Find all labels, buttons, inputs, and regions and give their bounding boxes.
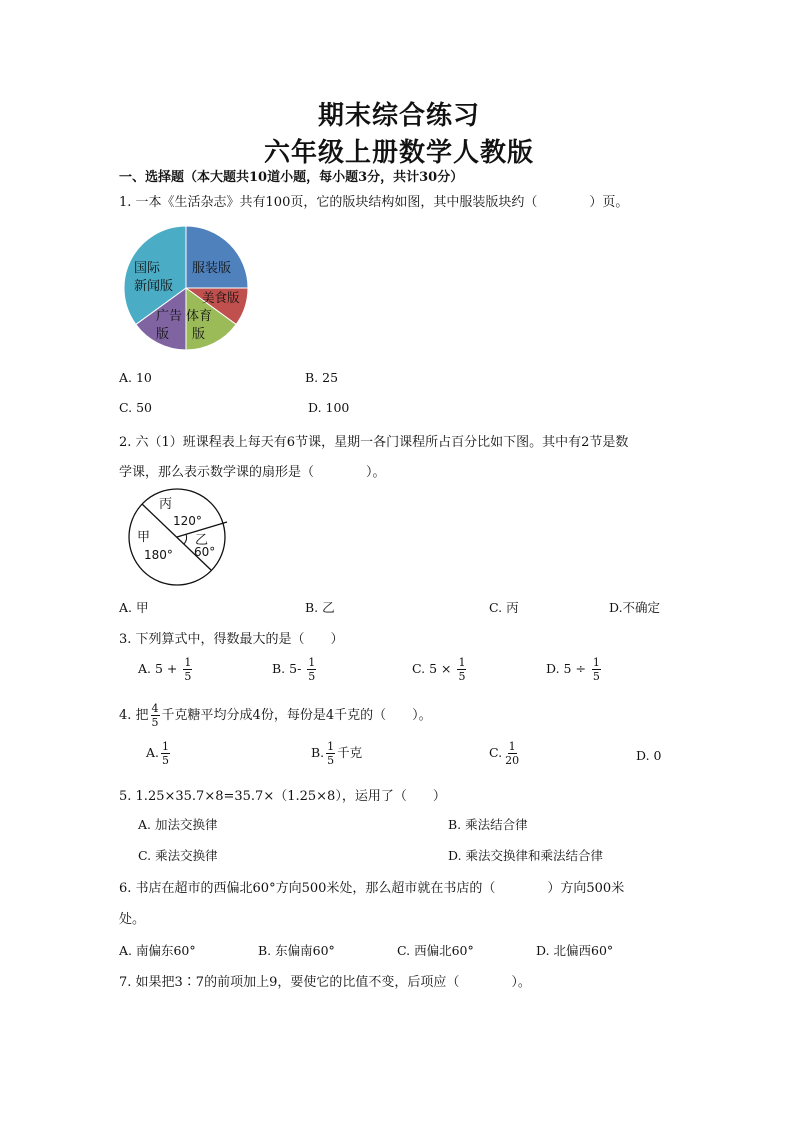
q3-option-a-fraction: $\frac{1}{5}$: [184, 656, 192, 683]
question-1-stem: 1. 一本《生活杂志》共有100页，它的版块结构如图，其中服装版块约（ ）页。: [119, 195, 629, 210]
sector-angle-yi: 60°: [194, 545, 216, 559]
q4-option-a-fraction: $\frac{1}{5}$: [162, 740, 170, 767]
q3-option-c-fraction: $\frac{1}{5}$: [458, 656, 466, 683]
q4-option-b-prefix: B.: [311, 745, 325, 760]
question-3-stem: 3. 下列算式中，得数最大的是（ ）: [119, 632, 344, 647]
question-2-line-2: 学课，那么表示数学课的扇形是（ ）。: [119, 465, 386, 480]
question-6-line-1: 6. 书店在超市的西偏北60°方向500米处，那么超市就在书店的（ ）方向500米: [119, 881, 625, 896]
q4-option-a[interactable]: [146, 740, 172, 767]
q1-option-b[interactable]: B. 25: [305, 370, 339, 385]
q4-stem-prefix: 4. 把: [119, 708, 149, 723]
section-heading: 一、选择题（本大题共10道小题，每小题3分，共计30分）: [119, 170, 464, 185]
sector-label-jia: 甲: [137, 530, 151, 545]
q5-option-b[interactable]: B. 乘法结合律: [448, 817, 528, 832]
q3-option-b[interactable]: [272, 656, 318, 683]
question-2-line-1: 2. 六（1）班课程表上每天有6节课，星期一各门课程所占百分比如下图。其中有2节是数: [119, 435, 629, 450]
q3-option-d-prefix: D. 5 ÷: [546, 661, 586, 676]
q3-option-d-fraction: $\frac{1}{5}$: [592, 656, 600, 683]
q5-option-d[interactable]: D. 乘法交换律和乘法结合律: [448, 848, 604, 863]
q4-option-b[interactable]: [311, 740, 362, 767]
sector-label-bing: 丙: [159, 497, 173, 512]
question-6-line-2: 处。: [119, 912, 146, 927]
question-7-stem: 7. 如果把3∶7的前项加上9，要使它的比值不变，后项应（ ）。: [119, 975, 531, 990]
sector-label-yi: 乙: [195, 533, 209, 548]
q3-option-b-prefix: B. 5-: [272, 661, 302, 676]
pie-label-guoji-1: 国际: [134, 261, 161, 276]
q1-option-c[interactable]: C. 50: [119, 400, 152, 415]
sector-angle-bing: 120°: [173, 514, 202, 528]
q1-option-a[interactable]: A. 10: [119, 370, 152, 385]
page-subtitle: 六年级上册数学人教版: [264, 138, 535, 168]
q3-option-b-fraction: $\frac{1}{5}$: [308, 656, 316, 683]
q6-option-b[interactable]: B. 东偏南60°: [258, 943, 335, 958]
q2-option-a[interactable]: A. 甲: [119, 600, 149, 615]
q3-option-a-prefix: A. 5 +: [138, 661, 178, 676]
q3-option-c[interactable]: [412, 656, 468, 683]
q4-option-a-prefix: A.: [146, 745, 160, 760]
q4-option-c-fraction: $\frac{1}{20}$: [505, 740, 520, 767]
pie-label-guanggao-2: 版: [156, 327, 170, 342]
question-4-stem: [119, 702, 432, 729]
pie-label-fuzhuang: 服装版: [192, 261, 232, 276]
q2-option-b[interactable]: B. 乙: [305, 600, 335, 615]
pie-label-tiyu-1: 体育: [186, 309, 213, 324]
page-title: 期末综合练习: [318, 101, 481, 131]
sector-angle-jia: 180°: [144, 548, 173, 562]
q4-stem-fraction: $\frac{4}{5}$: [151, 702, 159, 729]
q4-option-c-prefix: C.: [489, 745, 503, 760]
q5-option-c[interactable]: C. 乘法交换律: [138, 848, 218, 863]
q1-pie-chart: [122, 224, 250, 352]
q2-option-d[interactable]: D.不确定: [609, 600, 661, 615]
q3-option-c-prefix: C. 5 ×: [412, 661, 452, 676]
q2-circle-diagram: [126, 488, 228, 588]
q4-option-d[interactable]: D. 0: [636, 748, 662, 763]
q5-option-a[interactable]: A. 加法交换律: [138, 817, 218, 832]
q6-option-d[interactable]: D. 北偏西60°: [536, 943, 614, 958]
q3-option-d[interactable]: [546, 656, 603, 683]
pie-slice-fuzhuang: [186, 226, 248, 288]
question-5-stem: 5. 1.25×35.7×8=35.7×（1.25×8），运用了（ ）: [119, 789, 446, 804]
q3-option-a[interactable]: [138, 656, 194, 683]
pie-label-meishi: 美食版: [202, 290, 240, 305]
q4-option-b-fraction: $\frac{1}{5}$: [327, 740, 335, 767]
q1-option-d[interactable]: D. 100: [308, 400, 350, 415]
q2-option-c[interactable]: C. 丙: [489, 600, 519, 615]
q4-option-c[interactable]: [489, 740, 522, 767]
q6-option-a[interactable]: A. 南偏东60°: [119, 943, 196, 958]
pie-label-tiyu-2: 版: [192, 327, 206, 342]
q4-option-b-suffix: 千克: [337, 745, 363, 760]
q4-stem-suffix: 千克糖平均分成4份，每份是4千克的（ ）。: [161, 708, 432, 723]
pie-label-guoji-2: 新闻版: [134, 279, 174, 294]
pie-label-guanggao-1: 广告: [156, 309, 183, 324]
q6-option-c[interactable]: C. 西偏北60°: [397, 943, 474, 958]
